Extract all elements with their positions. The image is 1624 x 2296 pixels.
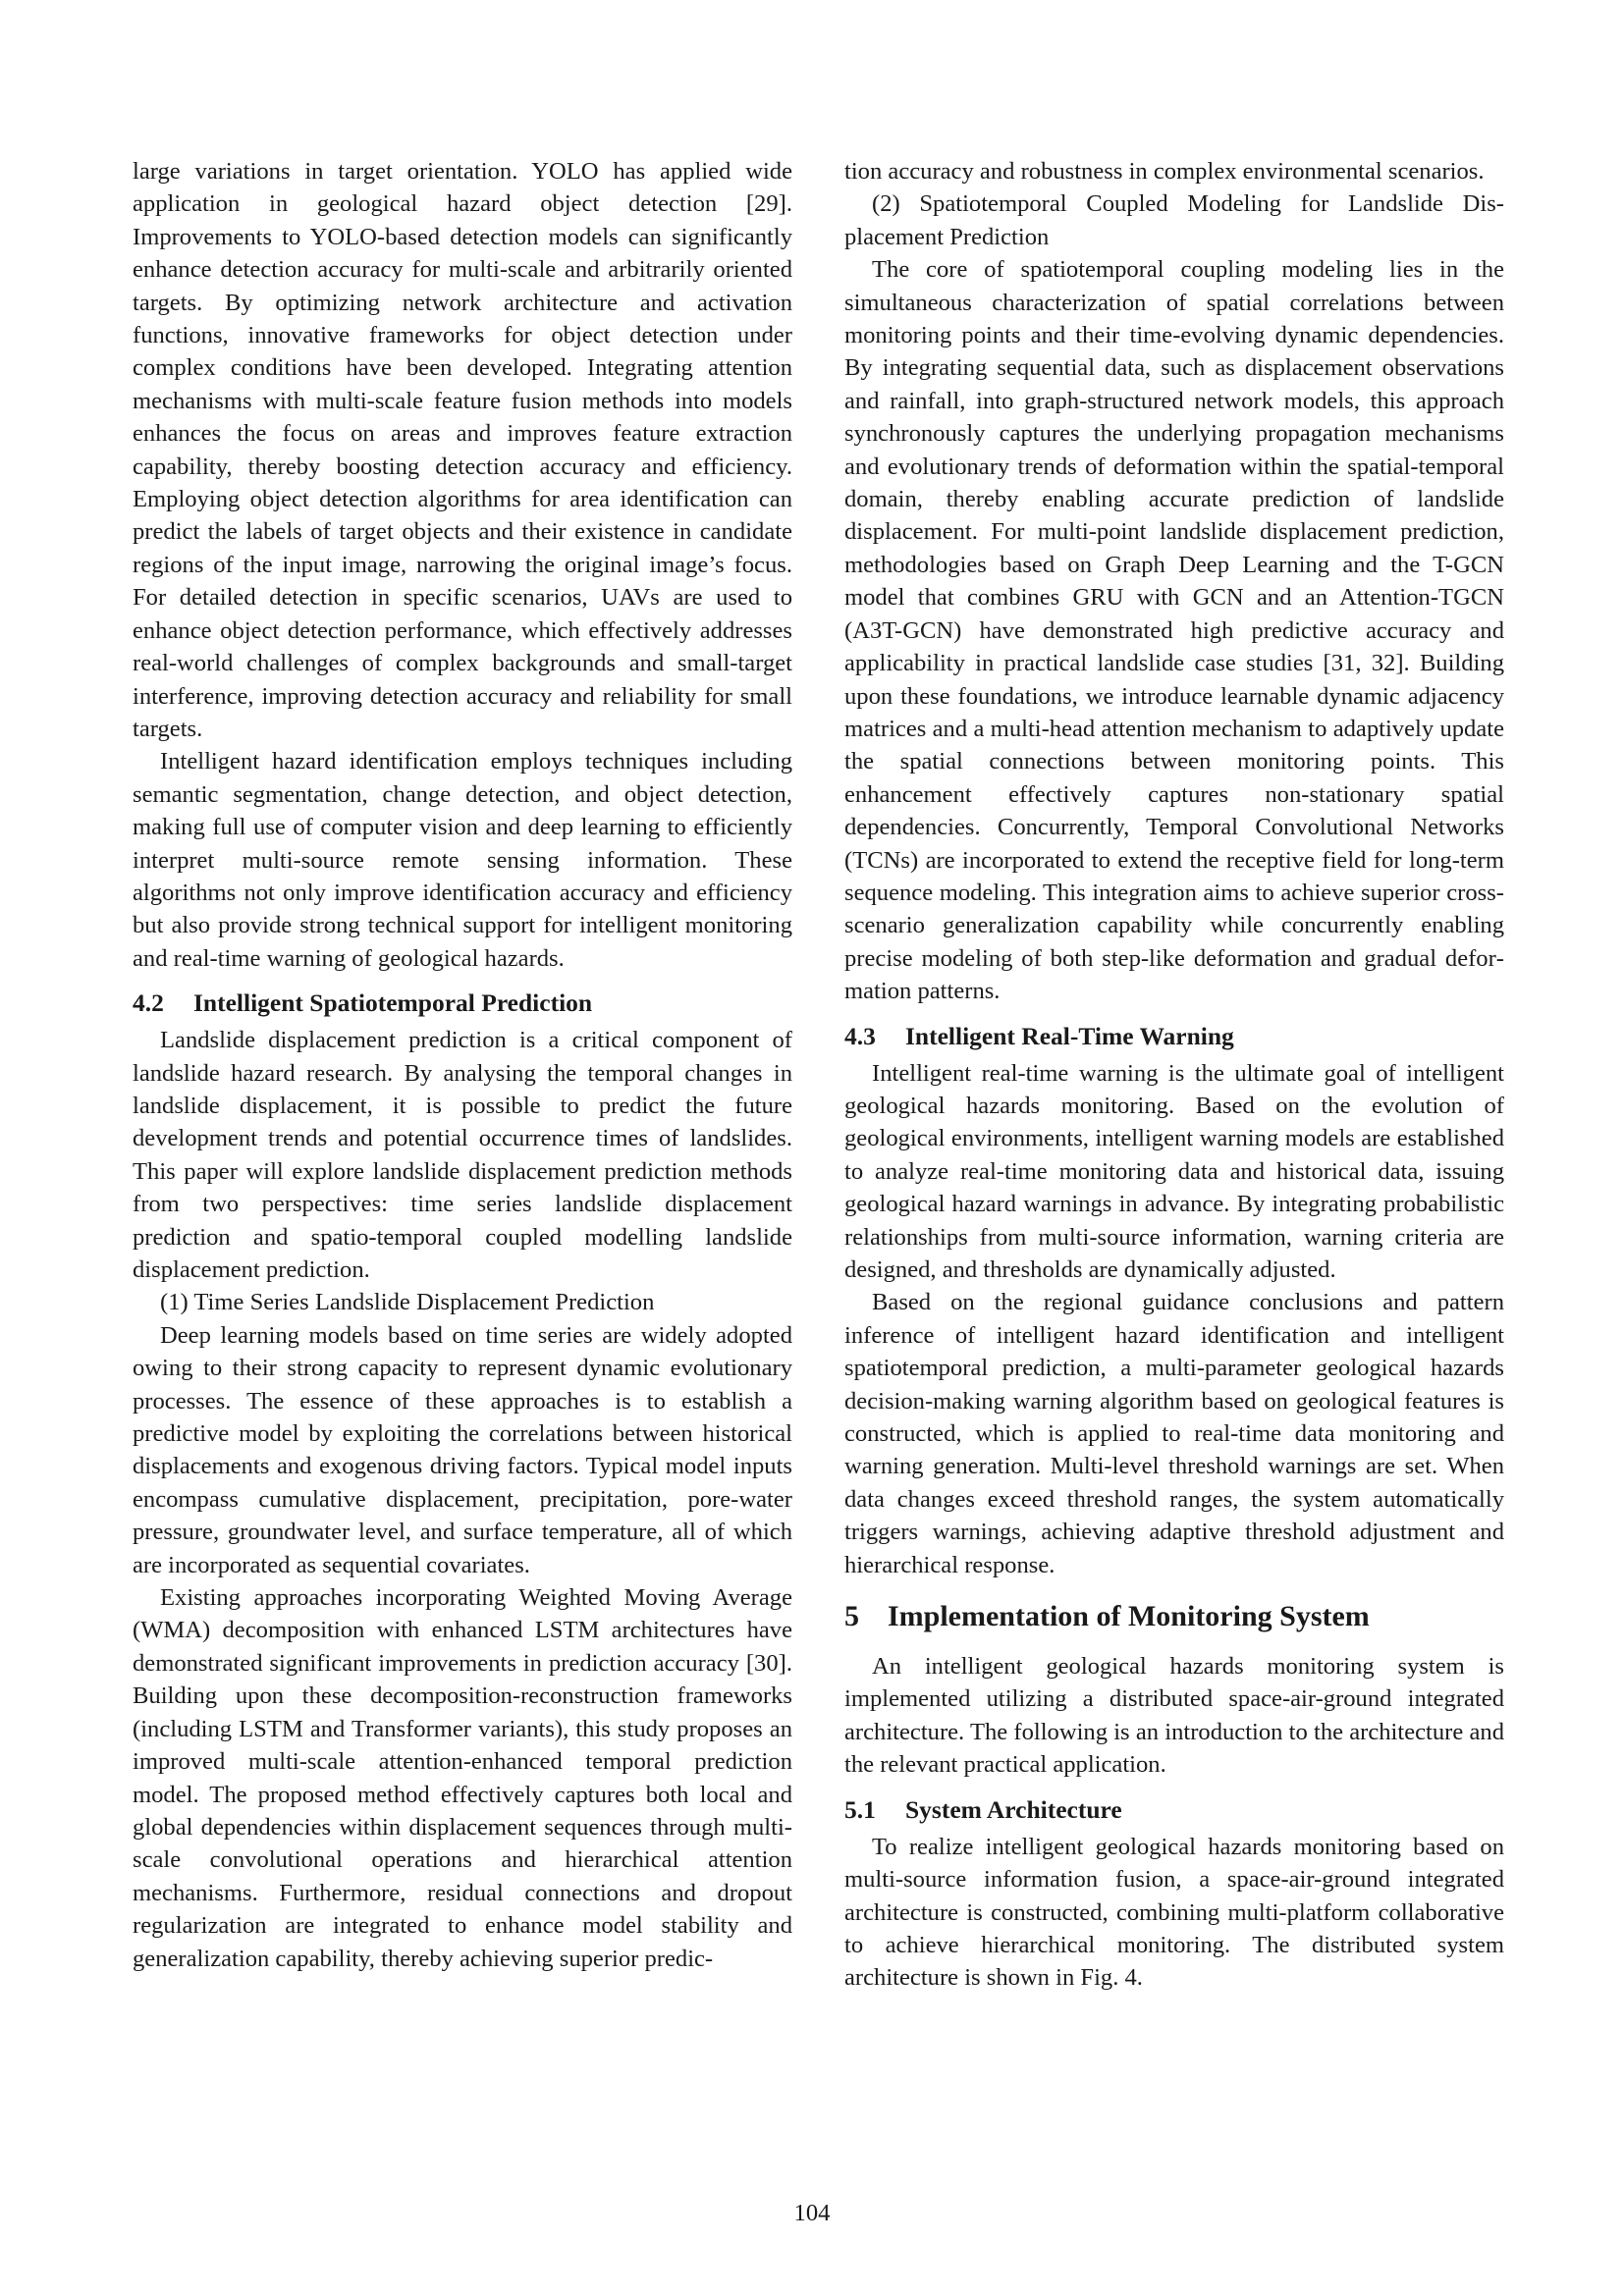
section-title: Intelligent Real-Time Warning bbox=[905, 1021, 1234, 1050]
paragraph-continuation: tion accuracy and robustness in complex environmental scenarios. bbox=[844, 158, 1485, 185]
paragraph-deep-learning-time-series: Deep learning models based on time series are widely adopted owing to their strong capacity to represent dynamic evolutionary processes. The essence of these approaches is to establish a predictive model by exploiting the correlations between historical displacements and exogenous driving factors. Typical model inputs encompass cumulative displacement, precipitation, pore-water pressure, groundwater level, and surface temperature, all of which are incorporated as sequential covariates. bbox=[133, 1321, 792, 1578]
section-title: Intelligent Spatiotemporal Prediction bbox=[193, 988, 593, 1018]
left-column bbox=[133, 155, 792, 1975]
paragraph-wma-lstm-approaches: Existing approaches incorporating Weighted Moving Average (WMA) decomposition with enhanced LSTM architectures have demonstrated significant improvements in prediction accuracy [30]. Building upon these decomposition-reconstruction frameworks (including LSTM and Transformer variants), this study proposes an improved multi-scale attention-enhanced temporal prediction model. The proposed method effectively captures both local and global dependencies within displacement sequences through multi-scale convolutional operations and hierarchical attention mechanisms. Furthermore, residual connections and dropout regularization are integrated to enhance model stability and generalization capability, thereby achieving superior predic- bbox=[133, 1584, 792, 1972]
section-number: 5.1 bbox=[844, 1794, 876, 1824]
section-heading-4-2 bbox=[133, 987, 792, 1020]
section-heading-5-1 bbox=[844, 1793, 1504, 1827]
paragraph-hazard-identification-summary: Intelligent hazard identification employs techniques including semantic segmentation, change detection, and object detection, making full use of computer vision and deep learning to efficiently interpret multi-source remote sensing information. These algorithms not only improve identification accuracy and efficiency but also provide strong technical support for intelligent monitoring and real-time warning of geological hazards. bbox=[133, 748, 792, 972]
paragraph-yolo-detection: large variations in target orientation. YOLO has applied wide application in geological hazard object detection [29]. Improvements to YOLO-based detection models can significantly enhance detection accuracy for multi-scale and arbitrarily oriented targets. By optimizing network architecture and activation functions, innovative frameworks for object detection under complex conditions have been developed. Integrating attention mechanisms with multi-scale feature fusion methods into models enhances the focus on areas and improves feature extraction capability, thereby boosting detection accuracy and efficiency. Employing object detection algorithms for area identification can predict the labels of target objects and their existence in candidate regions of the input image, narrowing the original image’s focus. For detailed detection in specific scenarios, UAVs are used to enhance object detection performance, which effectively addresses real-world challenges of complex backgrounds and small-target interference, improving detection accuracy and reliability for small targets. bbox=[133, 158, 792, 742]
section-number: 4.2 bbox=[133, 988, 164, 1018]
subheading-spatiotemporal-coupled-modeling: (2) Spatiotemporal Coupled Modeling for Landslide Displacement Prediction bbox=[844, 190, 1504, 250]
paragraph-real-time-warning: Intelligent real-time warning is the ultimate goal of intelligent geological hazards monitoring. Based on the evolution of geological environments, intelligent warning models are established to analyze real-time monitoring data and historical data, issuing geological hazard warnings in advance. By integrating probabilistic relationships from multi-source information, warning criteria are designed, and thresholds are dynamically adjusted. bbox=[844, 1059, 1504, 1283]
section-heading-5 bbox=[844, 1597, 1504, 1636]
page-number: 104 bbox=[793, 2200, 831, 2226]
paragraph-system-architecture: To realize intelligent geological hazards monitoring based on multi-source information fusion, a space-air-ground integrated architecture is constructed, combining multi-platform collaborative to achieve hierarchical monitoring. The distributed system architecture is shown in Fig. 4. bbox=[844, 1833, 1504, 1992]
paragraph-warning-algorithm: Based on the regional guidance conclusions and pattern inference of intelligent hazard identification and intelligent spatiotemporal prediction, a multi-parameter geological hazards decision-making warning algorithm based on geological features is constructed, which is applied to real-time data monitoring and warning generation. Multi-level threshold warnings are set. When data changes exceed threshold ranges, the system automatically triggers warnings, achieving adaptive threshold adjustment and hierarchical response. bbox=[844, 1289, 1504, 1578]
paragraph-monitoring-system-intro: An intelligent geological hazards monitoring system is implemented utilizing a distributed space-air-ground integrated architecture. The following is an introduction to the architecture and the relevant practical application. bbox=[844, 1653, 1504, 1779]
subheading-time-series-prediction: (1) Time Series Landslide Displacement Prediction bbox=[160, 1289, 655, 1316]
section-title: Implementation of Monitoring System bbox=[888, 1600, 1370, 1633]
paragraph-spatiotemporal-coupling: The core of spatiotemporal coupling modeling lies in the simultaneous characterization of spatial correlations between monitoring points and their time-evolving dynamic dependencies. By integrating sequential data, such as displacement observations and rainfall, into graph-structured network models, this approach synchronously captures the underlying propagation mechanisms and evolutionary trends of deformation within the spatial-temporal domain, thereby enabling accurate prediction of landslide displacement. For multi-point landslide displacement prediction, methodologies based on Graph Deep Learning and the T-GCN model that combines GRU with GCN and an Attention-TGCN (A3T-GCN) have demonstrated high predictive accuracy and applicability in practical landslide case studies [31, 32]. Building upon these foundations, we introduce learnable dynamic adjacency matrices and a multi-head attention mechanism to adaptively update the spatial connections between monitoring points. This enhancement effectively captures non-stationary spatial dependencies. Concurrently, Temporal Convolutional Networks (TCNs) are incorporated to extend the receptive field for long-term sequence modeling. This integration aims to achieve superior cross-scenario generalization capability while concurrently enabling precise modeling of both step-like deformation and gradual deformation patterns. bbox=[844, 256, 1504, 1005]
section-number: 4.3 bbox=[844, 1021, 876, 1050]
right-column bbox=[844, 155, 1504, 1995]
section-title: System Architecture bbox=[905, 1794, 1122, 1824]
section-heading-4-3 bbox=[844, 1020, 1504, 1053]
section-number: 5 bbox=[844, 1600, 859, 1633]
paragraph-landslide-prediction-intro: Landslide displacement prediction is a critical component of landslide hazard research. By analysing the temporal changes in landslide displacement, it is possible to predict the future development trends and potential occurrence times of landslides. This paper will explore landslide displacement prediction methods from two perspectives: time series landslide displacement prediction and spatio-temporal coupled modelling landslide displacement prediction. bbox=[133, 1027, 792, 1283]
